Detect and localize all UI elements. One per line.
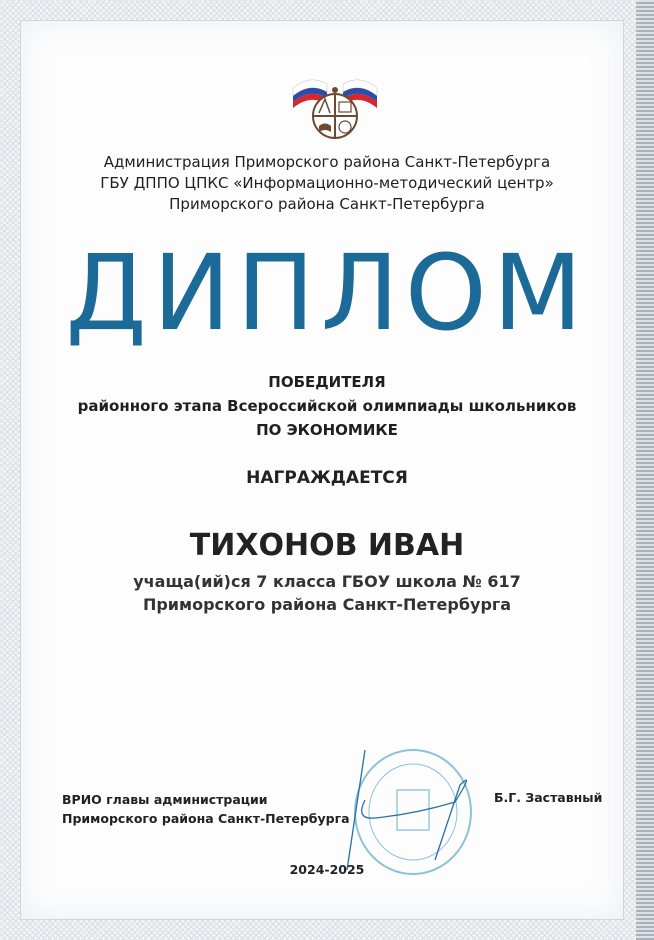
subtitle-line: ПО ЭКОНОМИКЕ [256,421,398,439]
signatory-position [62,790,350,828]
header-line: Приморского района Санкт-Петербурга [169,195,485,213]
school-line: Приморского района Санкт-Петербурга [142,595,512,614]
position-line: ВРИО главы администрации [62,792,268,807]
olympiad-logo [285,66,385,142]
school-line: учаща(ий)ся 7 класса ГБОУ школа № 617 [133,572,521,591]
academic-year: 2024-2025 [289,862,365,877]
header-line: Администрация Приморского района Санкт-Петербурга [103,153,551,171]
award-label: НАГРАЖДАЕТСЯ [246,468,408,488]
diploma-title: ДИПЛОМ [65,232,589,354]
subtitle-line: ПОБЕДИТЕЛЯ [268,373,386,391]
diploma-subtitle [0,370,654,442]
handwritten-signature [347,750,466,870]
recipient-name: ТИХОНОВ ИВАН [189,528,465,563]
position-line: Приморского района Санкт-Петербурга [62,811,350,826]
header-line: ГБУ ДППО ЦПКС «Информационно-методический центр» [100,174,554,192]
signatory-name: Б.Г. Заставный [494,790,603,805]
subtitle-line: районного этапа Всероссийской олимпиады школьников [77,397,577,415]
issuer-header [0,152,654,215]
official-seal-stamp [335,740,485,880]
recipient-school [0,570,654,616]
